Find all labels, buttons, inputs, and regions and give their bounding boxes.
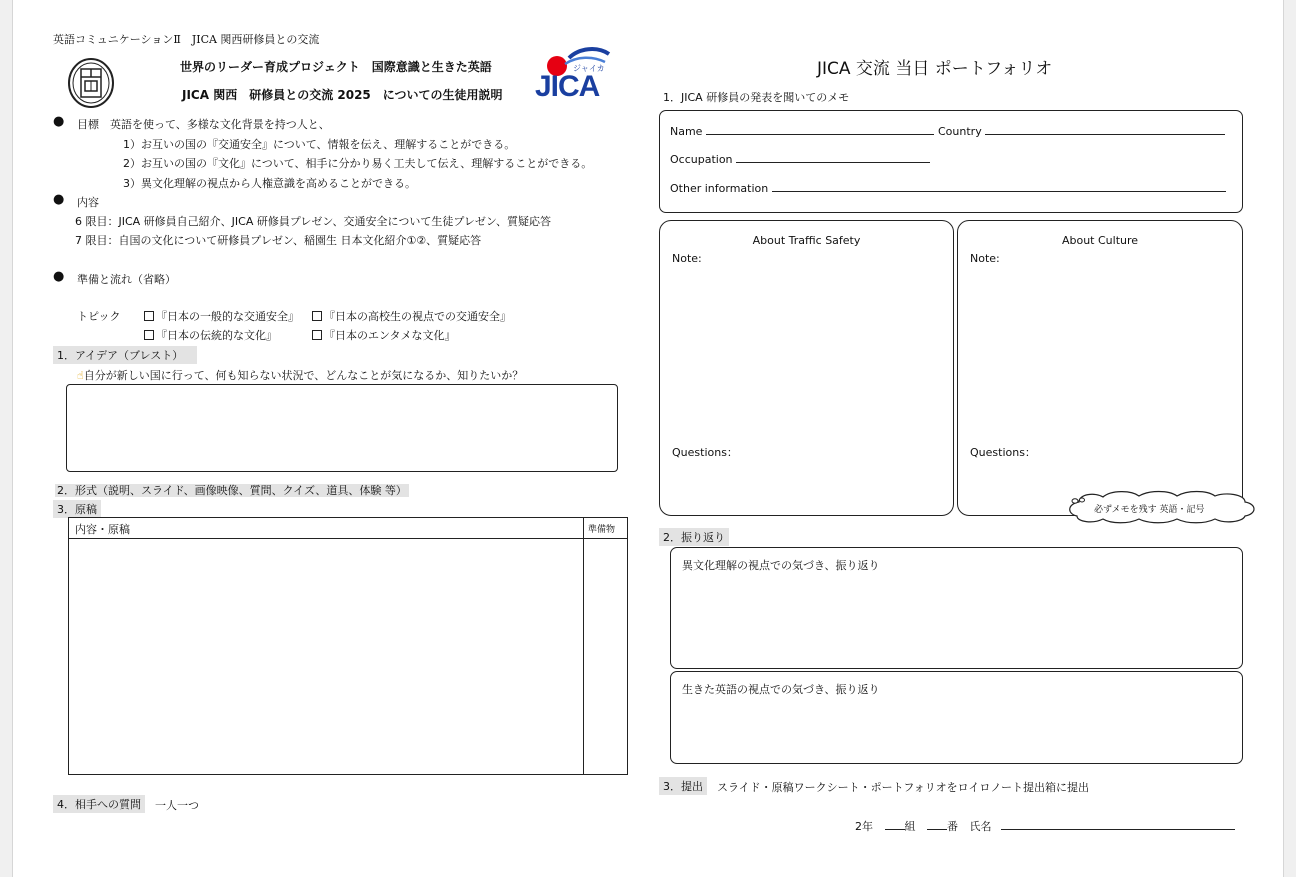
goal-1: 1）お互いの国の『交通安全』について、情報を伝え、理解することができる。 — [123, 138, 516, 151]
heading-2: JICA 関西 研修員との交流 2025 についての生徒用説明 — [182, 88, 503, 102]
script-content-cell[interactable] — [69, 539, 584, 774]
reflection-english-box[interactable] — [670, 671, 1243, 764]
heading-1: 世界のリーダー育成プロジェクト 国際意識と生きた英語 — [180, 60, 492, 74]
topic-option-1[interactable]: 『日本の一般的な交通安全』 — [144, 308, 299, 324]
topic-label: トピック — [77, 310, 121, 323]
student-name-field[interactable] — [1001, 820, 1235, 830]
checkbox-icon[interactable] — [144, 330, 154, 340]
traffic-safety-box[interactable] — [659, 220, 954, 516]
student-id-line: 2年 組 番 氏名 — [855, 818, 1235, 834]
culture-questions-label: Questions： — [970, 446, 1036, 459]
goal-bullet: ● — [53, 114, 65, 129]
traffic-safety-title: About Traffic Safety — [752, 234, 861, 247]
jica-logo-text: JICA — [535, 70, 600, 103]
traffic-questions-label: Questions： — [672, 446, 738, 459]
section-script-label: 3．原稿 — [53, 500, 101, 518]
questions-note: 一人一つ — [155, 799, 199, 812]
pointing-hand-icon: ☝ — [77, 369, 84, 382]
culture-note-label: Note: — [970, 252, 1000, 265]
worksheet-page — [12, 0, 1284, 877]
content-line-7: 7 限目：自国の文化について研修員プレゼン、稲園生 日本文化紹介①②、質疑応答 — [75, 234, 482, 247]
checkbox-icon[interactable] — [144, 311, 154, 321]
reflection-english-label: 生きた英語の視点での気づき、振り返り — [682, 683, 880, 696]
section-ideas-label: 1．アイデア（ブレスト） — [53, 346, 197, 364]
section-format-label: 2．形式（説明、スライド、画像映像、質問、クイズ、道具、体験 等） — [53, 481, 413, 499]
submission-text: スライド・原稿ワークシート・ポートフォリオをロイロノート提出箱に提出 — [717, 781, 1090, 794]
ideas-answer-box[interactable] — [66, 384, 618, 472]
goal-3: 3）異文化理解の視点から人権意識を高めることができる。 — [123, 177, 416, 190]
content-line-6: 6 限目：JICA 研修員自己紹介、JICA 研修員プレゼン、交通安全について生徒プレゼン、質疑応答 — [75, 215, 552, 228]
prep-bullet: ● — [53, 269, 65, 284]
topic-option-2[interactable]: 『日本の高校生の視点での交通安全』 — [312, 308, 511, 324]
topic-option-4[interactable]: 『日本のエンタメな文化』 — [312, 327, 456, 343]
name-field[interactable]: Name — [670, 125, 934, 138]
jica-logo — [535, 44, 615, 106]
topic-option-3[interactable]: 『日本の伝統的な文化』 — [144, 327, 277, 343]
checkbox-icon[interactable] — [312, 311, 322, 321]
checkbox-icon[interactable] — [312, 330, 322, 340]
ideas-prompt: ☝自分が新しい国に行って、何も知らない状況で、どんなことが気になるか、知りたいか？ — [77, 369, 524, 382]
content-bullet: ● — [53, 192, 65, 207]
goal-label: 目標 — [77, 118, 99, 131]
goal-2: 2）お互いの国の『文化』について、相手に分かり易く工夫して伝え、理解することができる。 — [123, 157, 593, 170]
section-questions-label: 4．相手への質問 — [53, 795, 145, 813]
other-info-field[interactable]: Other information — [670, 182, 1226, 195]
portfolio-title: JICA 交流 当日 ポートフォリオ — [817, 59, 1053, 79]
school-crest-icon — [67, 57, 115, 109]
presenter-info-box — [659, 110, 1243, 213]
script-materials-cell[interactable] — [584, 539, 627, 774]
prep-label: 準備と流れ（省略） — [77, 273, 176, 286]
goal-intro: 英語を使って、多様な文化背景を持つ人と、 — [110, 118, 330, 131]
cloud-callout-text: 必ずメモを残す 英語・記号 — [1094, 505, 1205, 515]
script-table-header-materials: 準備物 — [584, 518, 627, 539]
class-field[interactable] — [885, 820, 905, 830]
reflection-cross-cultural-box[interactable] — [670, 547, 1243, 669]
country-field[interactable]: Country — [938, 125, 1225, 138]
course-title: 英語コミュニケーションⅡ JICA 関西研修員との交流 — [53, 33, 320, 46]
script-table-header-content: 内容・原稿 — [69, 518, 584, 539]
number-field[interactable] — [927, 820, 947, 830]
culture-box[interactable] — [957, 220, 1243, 516]
jica-logo-sub: ジャイカ — [573, 64, 605, 73]
reflection-section-label: 2．振り返り — [659, 528, 729, 546]
script-table — [68, 517, 628, 775]
content-label: 内容 — [77, 196, 99, 209]
traffic-note-label: Note: — [672, 252, 702, 265]
submission-section-label: 3．提出 — [659, 777, 707, 795]
reflection-cross-cultural-label: 異文化理解の視点での気づき、振り返り — [682, 559, 880, 572]
culture-title: About Culture — [1061, 234, 1139, 247]
memo-section-label: 1．JICA 研修員の発表を聞いてのメモ — [663, 91, 850, 104]
occupation-field[interactable]: Occupation — [670, 153, 930, 166]
